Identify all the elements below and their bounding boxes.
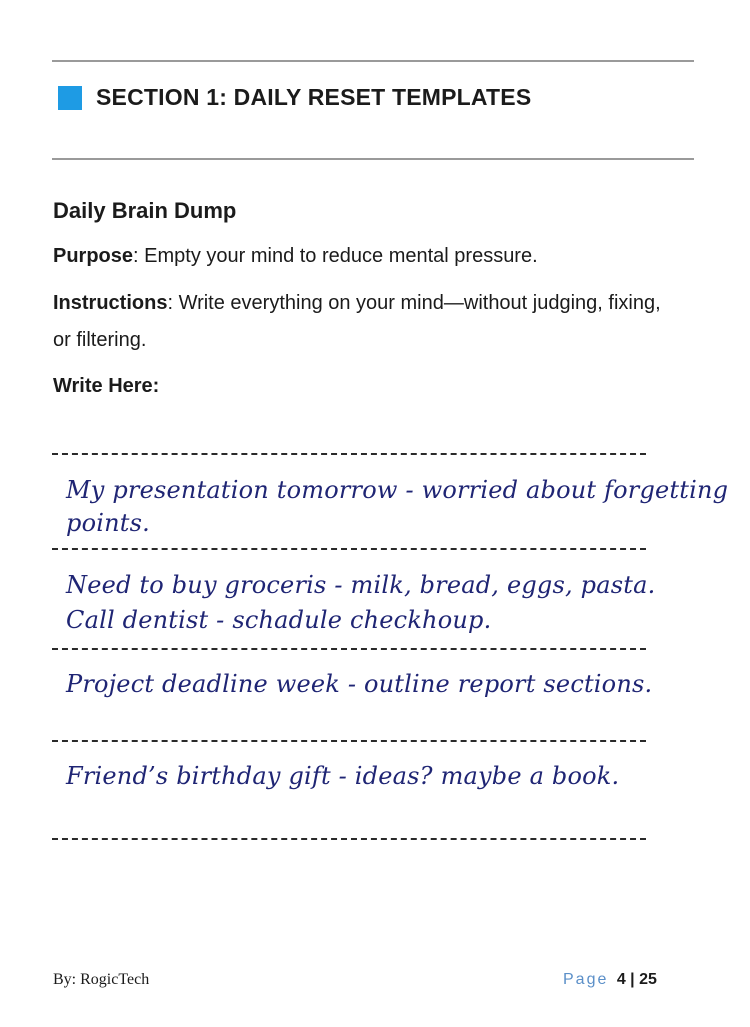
dashed-line [52, 648, 646, 650]
purpose-label: Purpose [53, 245, 134, 267]
entry-line: points. [66, 509, 150, 537]
top-divider [52, 60, 694, 62]
purpose-paragraph [53, 238, 673, 275]
section-title: SECTION 1: DAILY RESET TEMPLATES [96, 84, 532, 110]
dashed-line [52, 548, 646, 550]
footer-page-number: 4 | 25 [616, 971, 657, 988]
footer-page-indicator [563, 971, 657, 989]
instructions-paragraph [53, 285, 673, 359]
dashed-line [52, 453, 646, 455]
section-square-icon [58, 86, 82, 110]
entry-line: Project deadline week - outline report sections. [66, 670, 653, 698]
entry-line: Call dentist - schadule checkhoup. [66, 606, 492, 634]
footer-page-word: Page [563, 971, 609, 988]
dashed-line [52, 740, 646, 742]
footer-author: By: RogicTech [53, 971, 150, 988]
entry-line: Need to buy groceris - milk, bread, eggs, pasta. [66, 571, 656, 599]
dashed-line [52, 838, 646, 840]
entry-line: My presentation tomorrow - worried about forgetting [66, 476, 729, 504]
instructions-label: Instructions [53, 292, 168, 314]
template-title: Daily Brain Dump [53, 198, 237, 223]
instructions-text: : Write everything on your mind—without judging, fixing, or filtering. [53, 292, 661, 351]
bottom-divider [52, 158, 694, 160]
purpose-text: : Empty your mind to reduce mental pressure. [133, 245, 538, 267]
section-header [58, 84, 531, 111]
write-here-label: Write Here: [53, 375, 160, 397]
entry-line: Friend’s birthday gift - ideas? maybe a book. [66, 762, 620, 790]
